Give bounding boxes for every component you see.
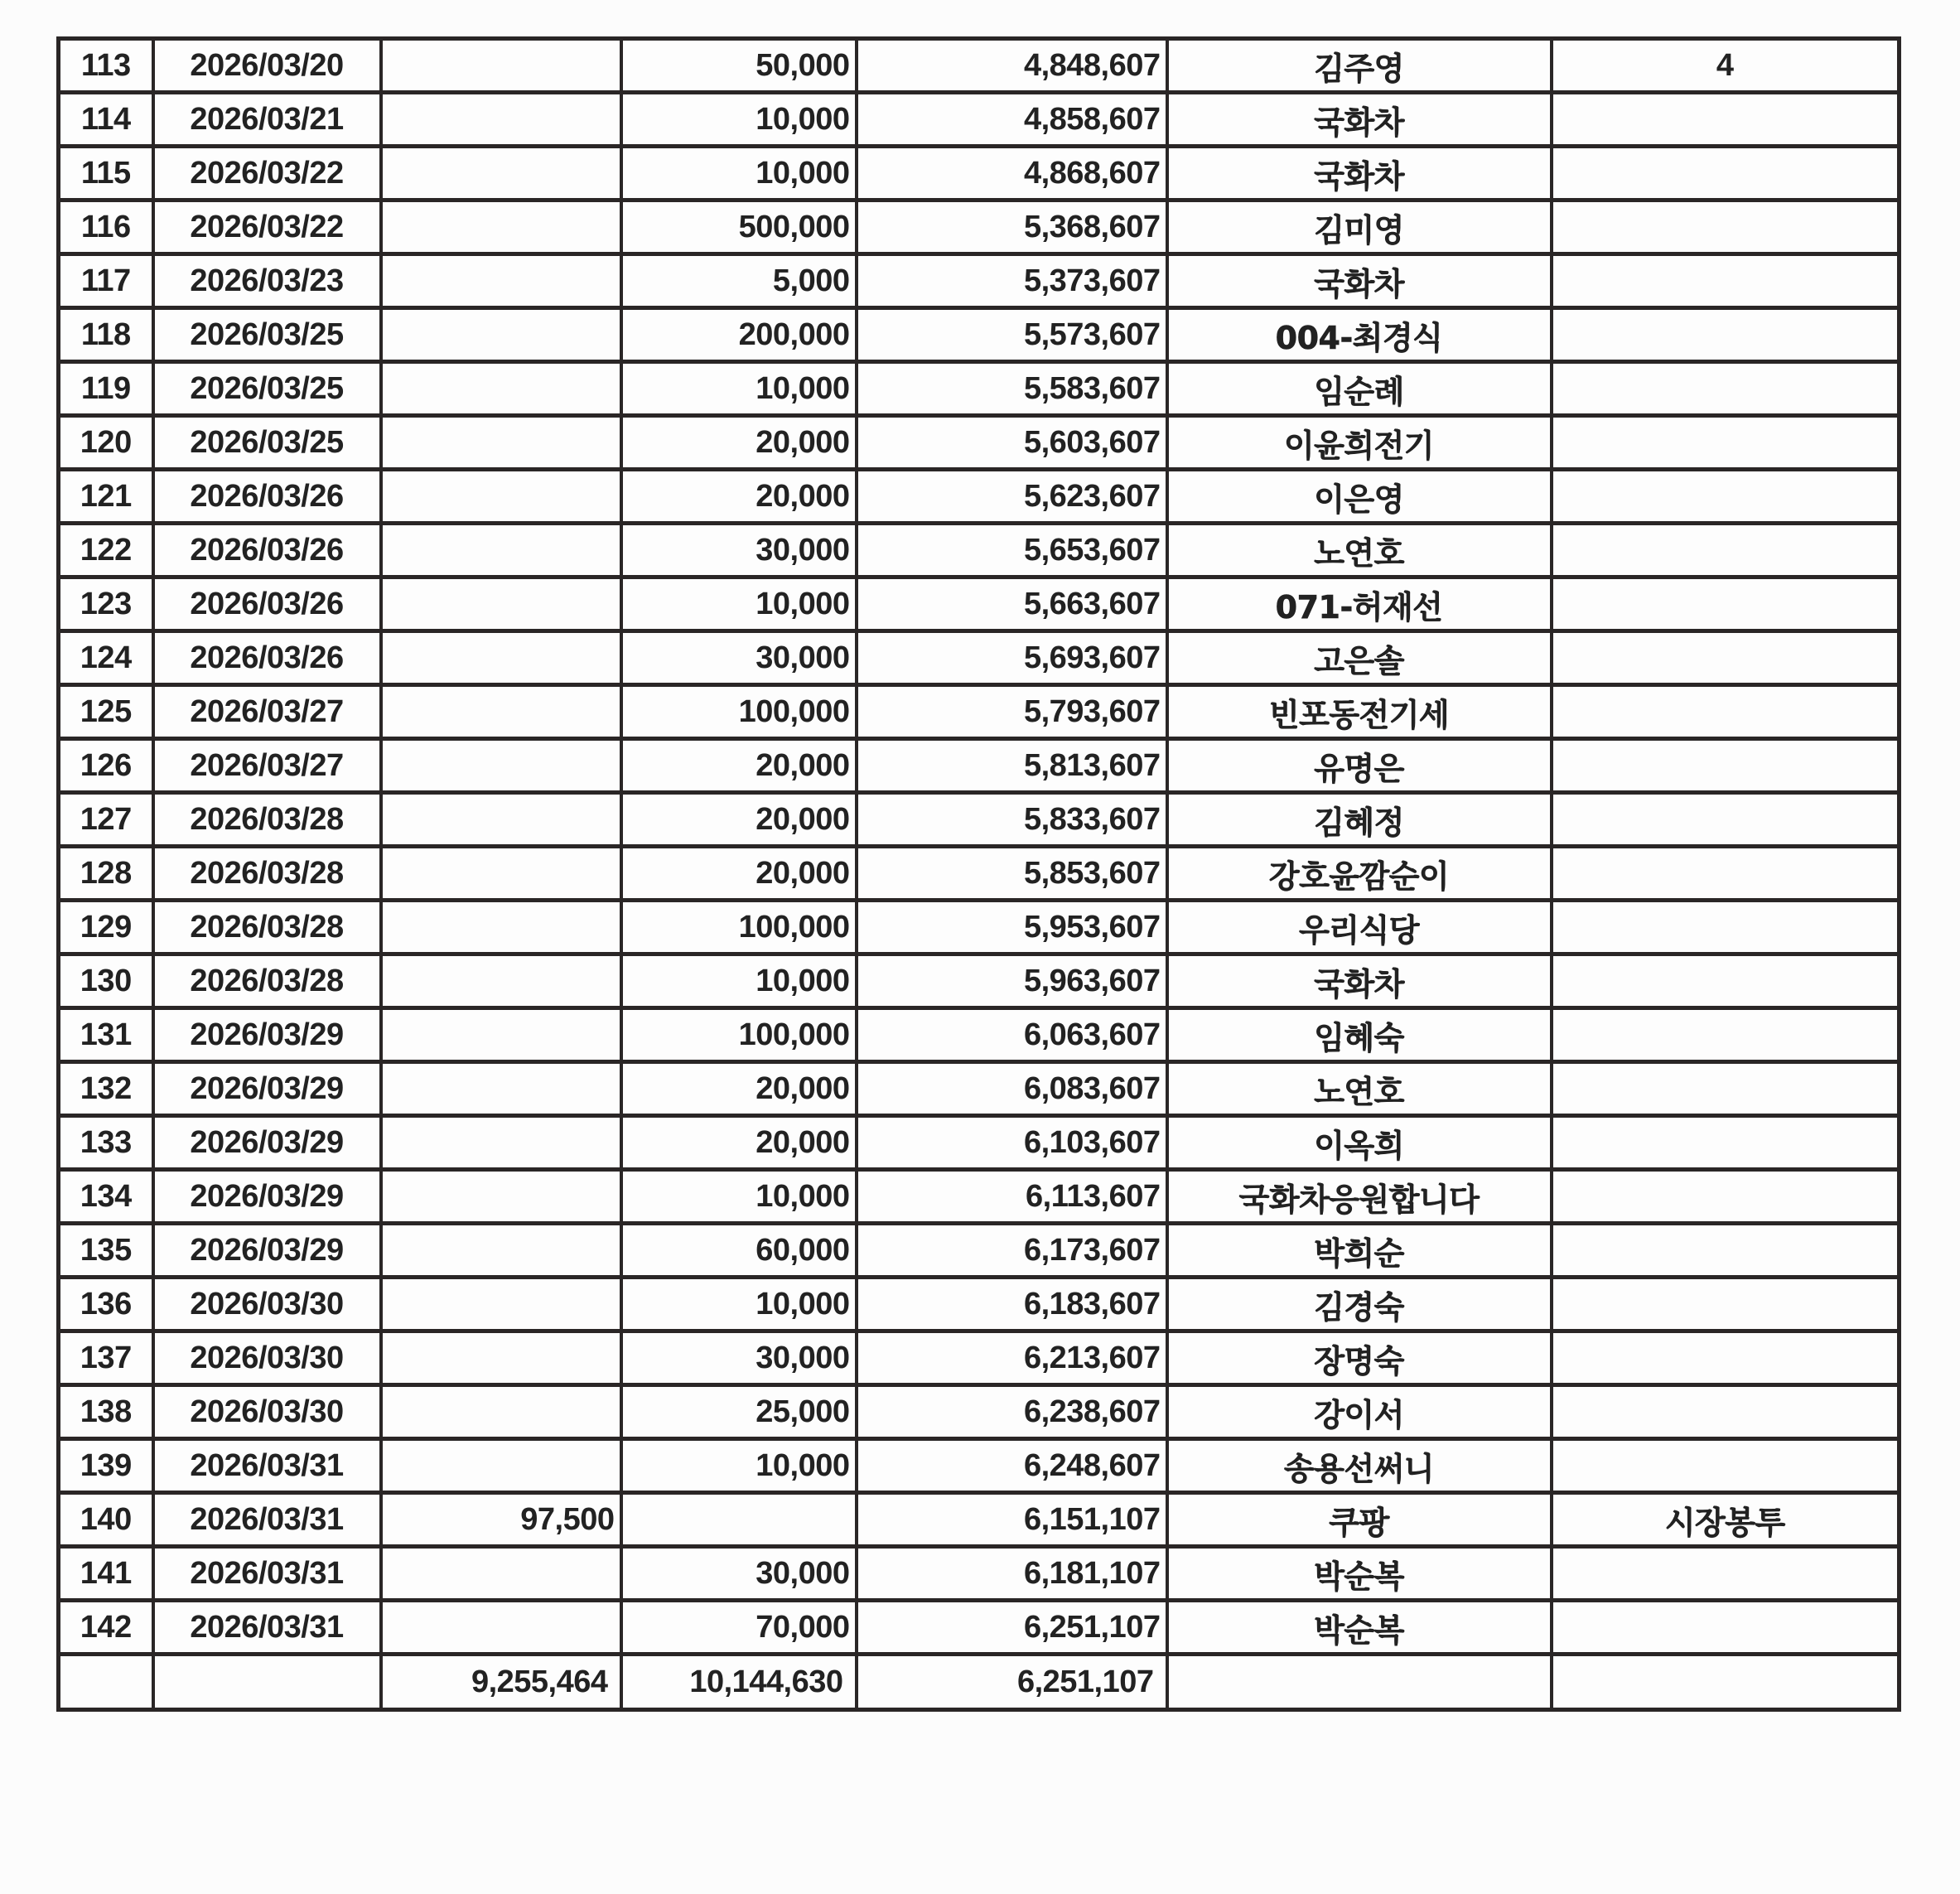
balance-cell: 6,238,607 <box>857 1385 1167 1439</box>
total-date-cell <box>153 1655 381 1710</box>
withdrawal-cell <box>381 1601 621 1655</box>
total-deposit-cell: 10,144,630 <box>621 1655 857 1710</box>
depositor-name-cell: 국화차 <box>1167 954 1552 1008</box>
depositor-name-cell: 김주영 <box>1167 39 1552 93</box>
depositor-name-cell: 004-최경식 <box>1167 308 1552 362</box>
balance-cell: 5,963,607 <box>857 954 1167 1008</box>
withdrawal-cell <box>381 793 621 847</box>
deposit-cell: 10,000 <box>621 1170 857 1224</box>
depositor-name-cell: 김경숙 <box>1167 1278 1552 1331</box>
balance-cell: 6,063,607 <box>857 1008 1167 1062</box>
date-cell: 2026/03/28 <box>153 901 381 954</box>
date-cell: 2026/03/25 <box>153 416 381 470</box>
row-number-cell: 136 <box>59 1278 153 1331</box>
date-cell: 2026/03/28 <box>153 793 381 847</box>
deposit-cell: 30,000 <box>621 631 857 685</box>
memo-cell <box>1552 793 1900 847</box>
total-memo-cell <box>1552 1655 1900 1710</box>
depositor-name-cell: 이옥희 <box>1167 1116 1552 1170</box>
row-number-cell: 137 <box>59 1331 153 1385</box>
withdrawal-cell <box>381 39 621 93</box>
withdrawal-cell <box>381 1170 621 1224</box>
withdrawal-cell <box>381 901 621 954</box>
table-row <box>59 147 1900 201</box>
table-row <box>59 93 1900 147</box>
depositor-name-cell: 장명숙 <box>1167 1331 1552 1385</box>
depositor-name-cell: 071-허재선 <box>1167 577 1552 631</box>
date-cell: 2026/03/29 <box>153 1170 381 1224</box>
withdrawal-cell <box>381 739 621 793</box>
table-row <box>59 1385 1900 1439</box>
withdrawal-cell <box>381 362 621 416</box>
memo-cell <box>1552 470 1900 524</box>
depositor-name-cell: 노연호 <box>1167 524 1552 577</box>
depositor-name-cell: 이은영 <box>1167 470 1552 524</box>
balance-cell: 6,113,607 <box>857 1170 1167 1224</box>
withdrawal-cell <box>381 1008 621 1062</box>
date-cell: 2026/03/27 <box>153 739 381 793</box>
deposit-cell: 10,000 <box>621 954 857 1008</box>
memo-cell <box>1552 1601 1900 1655</box>
balance-cell: 6,151,107 <box>857 1493 1167 1547</box>
row-number-cell: 126 <box>59 739 153 793</box>
total-row-number-cell <box>59 1655 153 1710</box>
row-number-cell: 121 <box>59 470 153 524</box>
withdrawal-cell <box>381 254 621 308</box>
balance-cell: 5,603,607 <box>857 416 1167 470</box>
date-cell: 2026/03/30 <box>153 1278 381 1331</box>
withdrawal-cell <box>381 1116 621 1170</box>
table-row <box>59 577 1900 631</box>
date-cell: 2026/03/28 <box>153 847 381 901</box>
row-number-cell: 115 <box>59 147 153 201</box>
memo-cell <box>1552 1170 1900 1224</box>
memo-cell <box>1552 416 1900 470</box>
memo-cell <box>1552 308 1900 362</box>
depositor-name-cell: 박순복 <box>1167 1601 1552 1655</box>
withdrawal-cell <box>381 1278 621 1331</box>
withdrawal-cell <box>381 1547 621 1601</box>
memo-cell <box>1552 739 1900 793</box>
row-number-cell: 131 <box>59 1008 153 1062</box>
date-cell: 2026/03/29 <box>153 1224 381 1278</box>
balance-cell: 6,248,607 <box>857 1439 1167 1493</box>
deposit-cell: 20,000 <box>621 739 857 793</box>
ledger-body <box>59 39 1900 1710</box>
withdrawal-cell <box>381 470 621 524</box>
depositor-name-cell: 국화차 <box>1167 147 1552 201</box>
date-cell: 2026/03/29 <box>153 1008 381 1062</box>
table-row <box>59 954 1900 1008</box>
deposit-cell: 10,000 <box>621 1278 857 1331</box>
deposit-cell <box>621 1493 857 1547</box>
memo-cell <box>1552 1547 1900 1601</box>
date-cell: 2026/03/25 <box>153 362 381 416</box>
balance-cell: 6,181,107 <box>857 1547 1167 1601</box>
depositor-name-cell: 김혜정 <box>1167 793 1552 847</box>
memo-cell <box>1552 1439 1900 1493</box>
deposit-cell: 20,000 <box>621 416 857 470</box>
memo-cell <box>1552 362 1900 416</box>
table-row <box>59 1331 1900 1385</box>
depositor-name-cell: 임혜숙 <box>1167 1008 1552 1062</box>
depositor-name-cell: 강이서 <box>1167 1385 1552 1439</box>
balance-cell: 5,813,607 <box>857 739 1167 793</box>
table-row <box>59 1601 1900 1655</box>
total-withdrawal-cell: 9,255,464 <box>381 1655 621 1710</box>
table-row <box>59 308 1900 362</box>
row-number-cell: 119 <box>59 362 153 416</box>
memo-cell <box>1552 1062 1900 1116</box>
row-number-cell: 123 <box>59 577 153 631</box>
deposit-cell: 20,000 <box>621 1116 857 1170</box>
row-number-cell: 141 <box>59 1547 153 1601</box>
table-row <box>59 1493 1900 1547</box>
deposit-cell: 20,000 <box>621 793 857 847</box>
table-row <box>59 1547 1900 1601</box>
row-number-cell: 132 <box>59 1062 153 1116</box>
row-number-cell: 118 <box>59 308 153 362</box>
date-cell: 2026/03/22 <box>153 147 381 201</box>
depositor-name-cell: 이윤희전기 <box>1167 416 1552 470</box>
table-row <box>59 1062 1900 1116</box>
row-number-cell: 128 <box>59 847 153 901</box>
row-number-cell: 139 <box>59 1439 153 1493</box>
table-row <box>59 470 1900 524</box>
date-cell: 2026/03/31 <box>153 1493 381 1547</box>
withdrawal-cell <box>381 631 621 685</box>
withdrawal-cell <box>381 577 621 631</box>
ledger-table <box>56 36 1901 1712</box>
memo-cell <box>1552 1116 1900 1170</box>
table-row <box>59 1224 1900 1278</box>
row-number-cell: 116 <box>59 201 153 254</box>
total-balance-cell: 6,251,107 <box>857 1655 1167 1710</box>
deposit-cell: 200,000 <box>621 308 857 362</box>
balance-cell: 5,623,607 <box>857 470 1167 524</box>
deposit-cell: 30,000 <box>621 1547 857 1601</box>
withdrawal-cell <box>381 93 621 147</box>
memo-cell <box>1552 1278 1900 1331</box>
memo-cell <box>1552 1008 1900 1062</box>
withdrawal-cell <box>381 1331 621 1385</box>
row-number-cell: 122 <box>59 524 153 577</box>
deposit-cell: 60,000 <box>621 1224 857 1278</box>
withdrawal-cell <box>381 308 621 362</box>
table-row <box>59 362 1900 416</box>
balance-cell: 5,653,607 <box>857 524 1167 577</box>
balance-cell: 6,251,107 <box>857 1601 1167 1655</box>
depositor-name-cell: 송용선써니 <box>1167 1439 1552 1493</box>
withdrawal-cell <box>381 201 621 254</box>
depositor-name-cell: 쿠팡 <box>1167 1493 1552 1547</box>
table-row <box>59 631 1900 685</box>
table-row <box>59 739 1900 793</box>
row-number-cell: 130 <box>59 954 153 1008</box>
table-row <box>59 685 1900 739</box>
date-cell: 2026/03/26 <box>153 524 381 577</box>
withdrawal-cell <box>381 1062 621 1116</box>
table-row <box>59 1439 1900 1493</box>
memo-cell <box>1552 954 1900 1008</box>
row-number-cell: 120 <box>59 416 153 470</box>
depositor-name-cell: 박희순 <box>1167 1224 1552 1278</box>
date-cell: 2026/03/21 <box>153 93 381 147</box>
row-number-cell: 134 <box>59 1170 153 1224</box>
depositor-name-cell: 국화차 <box>1167 254 1552 308</box>
memo-cell <box>1552 93 1900 147</box>
deposit-cell: 20,000 <box>621 470 857 524</box>
deposit-cell: 10,000 <box>621 93 857 147</box>
balance-cell: 5,853,607 <box>857 847 1167 901</box>
row-number-cell: 124 <box>59 631 153 685</box>
date-cell: 2026/03/20 <box>153 39 381 93</box>
deposit-cell: 10,000 <box>621 362 857 416</box>
withdrawal-cell <box>381 1439 621 1493</box>
table-row <box>59 1008 1900 1062</box>
deposit-cell: 500,000 <box>621 201 857 254</box>
withdrawal-cell <box>381 1224 621 1278</box>
memo-cell <box>1552 1224 1900 1278</box>
row-number-cell: 129 <box>59 901 153 954</box>
table-row <box>59 416 1900 470</box>
memo-cell: 4 <box>1552 39 1900 93</box>
deposit-cell: 10,000 <box>621 577 857 631</box>
withdrawal-cell <box>381 524 621 577</box>
date-cell: 2026/03/31 <box>153 1547 381 1601</box>
balance-cell: 5,663,607 <box>857 577 1167 631</box>
memo-cell <box>1552 201 1900 254</box>
memo-cell <box>1552 147 1900 201</box>
table-row <box>59 524 1900 577</box>
balance-cell: 6,103,607 <box>857 1116 1167 1170</box>
date-cell: 2026/03/29 <box>153 1062 381 1116</box>
depositor-name-cell: 노연호 <box>1167 1062 1552 1116</box>
balance-cell: 6,173,607 <box>857 1224 1167 1278</box>
depositor-name-cell: 유명은 <box>1167 739 1552 793</box>
withdrawal-cell <box>381 847 621 901</box>
withdrawal-cell <box>381 954 621 1008</box>
deposit-cell: 25,000 <box>621 1385 857 1439</box>
deposit-cell: 30,000 <box>621 1331 857 1385</box>
date-cell: 2026/03/31 <box>153 1439 381 1493</box>
memo-cell <box>1552 847 1900 901</box>
memo-cell <box>1552 901 1900 954</box>
row-number-cell: 138 <box>59 1385 153 1439</box>
deposit-cell: 100,000 <box>621 685 857 739</box>
balance-cell: 6,213,607 <box>857 1331 1167 1385</box>
date-cell: 2026/03/29 <box>153 1116 381 1170</box>
deposit-cell: 70,000 <box>621 1601 857 1655</box>
withdrawal-cell <box>381 147 621 201</box>
table-row <box>59 39 1900 93</box>
row-number-cell: 127 <box>59 793 153 847</box>
depositor-name-cell: 국화차응원합니다 <box>1167 1170 1552 1224</box>
deposit-cell: 10,000 <box>621 1439 857 1493</box>
deposit-cell: 20,000 <box>621 1062 857 1116</box>
deposit-cell: 20,000 <box>621 847 857 901</box>
memo-cell <box>1552 631 1900 685</box>
depositor-name-cell: 국화차 <box>1167 93 1552 147</box>
row-number-cell: 125 <box>59 685 153 739</box>
row-number-cell: 135 <box>59 1224 153 1278</box>
balance-cell: 5,583,607 <box>857 362 1167 416</box>
deposit-cell: 100,000 <box>621 1008 857 1062</box>
table-row <box>59 201 1900 254</box>
date-cell: 2026/03/28 <box>153 954 381 1008</box>
total-depositor-name-cell <box>1167 1655 1552 1710</box>
table-row <box>59 847 1900 901</box>
date-cell: 2026/03/26 <box>153 470 381 524</box>
withdrawal-cell <box>381 1385 621 1439</box>
memo-cell: 시장봉투 <box>1552 1493 1900 1547</box>
date-cell: 2026/03/27 <box>153 685 381 739</box>
deposit-cell: 50,000 <box>621 39 857 93</box>
balance-cell: 4,868,607 <box>857 147 1167 201</box>
depositor-name-cell: 강호윤깜순이 <box>1167 847 1552 901</box>
balance-cell: 6,083,607 <box>857 1062 1167 1116</box>
memo-cell <box>1552 685 1900 739</box>
memo-cell <box>1552 1331 1900 1385</box>
balance-cell: 4,858,607 <box>857 93 1167 147</box>
depositor-name-cell: 우리식당 <box>1167 901 1552 954</box>
balance-cell: 5,833,607 <box>857 793 1167 847</box>
row-number-cell: 133 <box>59 1116 153 1170</box>
table-row <box>59 254 1900 308</box>
row-number-cell: 142 <box>59 1601 153 1655</box>
balance-cell: 5,953,607 <box>857 901 1167 954</box>
table-row <box>59 901 1900 954</box>
date-cell: 2026/03/25 <box>153 308 381 362</box>
depositor-name-cell: 박순복 <box>1167 1547 1552 1601</box>
date-cell: 2026/03/30 <box>153 1385 381 1439</box>
memo-cell <box>1552 1385 1900 1439</box>
withdrawal-cell <box>381 685 621 739</box>
memo-cell <box>1552 524 1900 577</box>
depositor-name-cell: 김미영 <box>1167 201 1552 254</box>
balance-cell: 5,573,607 <box>857 308 1167 362</box>
withdrawal-cell: 97,500 <box>381 1493 621 1547</box>
deposit-cell: 5,000 <box>621 254 857 308</box>
memo-cell <box>1552 254 1900 308</box>
table-row <box>59 1278 1900 1331</box>
date-cell: 2026/03/30 <box>153 1331 381 1385</box>
depositor-name-cell: 빈포동전기세 <box>1167 685 1552 739</box>
date-cell: 2026/03/31 <box>153 1601 381 1655</box>
balance-cell: 4,848,607 <box>857 39 1167 93</box>
balance-cell: 5,693,607 <box>857 631 1167 685</box>
row-number-cell: 113 <box>59 39 153 93</box>
withdrawal-cell <box>381 416 621 470</box>
balance-cell: 5,373,607 <box>857 254 1167 308</box>
deposit-cell: 30,000 <box>621 524 857 577</box>
depositor-name-cell: 고은솔 <box>1167 631 1552 685</box>
date-cell: 2026/03/22 <box>153 201 381 254</box>
row-number-cell: 117 <box>59 254 153 308</box>
balance-cell: 5,793,607 <box>857 685 1167 739</box>
date-cell: 2026/03/26 <box>153 577 381 631</box>
date-cell: 2026/03/23 <box>153 254 381 308</box>
balance-cell: 6,183,607 <box>857 1278 1167 1331</box>
row-number-cell: 140 <box>59 1493 153 1547</box>
depositor-name-cell: 임순례 <box>1167 362 1552 416</box>
date-cell: 2026/03/26 <box>153 631 381 685</box>
balance-cell: 5,368,607 <box>857 201 1167 254</box>
table-row <box>59 1116 1900 1170</box>
table-row <box>59 1170 1900 1224</box>
memo-cell <box>1552 577 1900 631</box>
row-number-cell: 114 <box>59 93 153 147</box>
deposit-cell: 10,000 <box>621 147 857 201</box>
deposit-cell: 100,000 <box>621 901 857 954</box>
table-row <box>59 793 1900 847</box>
totals-row <box>59 1655 1900 1710</box>
